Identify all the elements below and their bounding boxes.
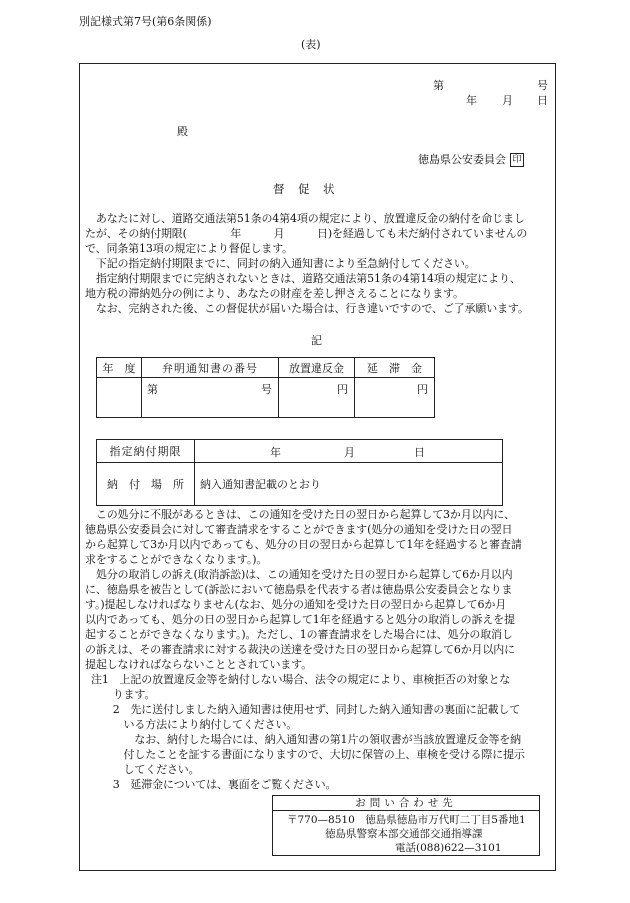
appeal-line: の訴えは、その審査請求に対する裁決の送達を受けた日の翌日から起算して6か月以内に <box>85 643 515 656</box>
contact-department: 徳島県警察本部交通部交通指導課 <box>325 828 483 840</box>
note-line: 注1 上記の放置違反金等を納付しない場合、法令の規定により、車検拒否の対象とな <box>91 673 511 686</box>
body-line: あなたに対し、道路交通法第51条の4第4項の規定により、放置違反金の納付を命じまし <box>85 212 525 225</box>
body-line: 指定納付期限までに完納されないときは、道路交通法第51条の4第14項の規定により、 <box>85 272 521 285</box>
seal-mark: 印 <box>510 153 524 167</box>
contact-header: お問い合わせ先 <box>273 796 539 811</box>
contact-box <box>272 795 540 856</box>
place-value: 納入通知書記載のとおり <box>195 463 503 506</box>
body-line: 地方税の滞納処分の例により、あなたの財産を差し押さえることになります。 <box>85 287 464 300</box>
header-year: 年 度 <box>97 358 142 378</box>
date-month: 月 <box>502 94 513 107</box>
deadline-label: 指定納付期限 <box>97 440 195 463</box>
appeal-line: から起算して3か月以内であっても、処分の日の翌日から起算して1年を経過すると審査請 <box>85 538 522 551</box>
note-line: いる方法により納付してください。 <box>91 718 298 731</box>
deadline-day: 日 <box>414 446 425 459</box>
note-line: 2 先に送付しました納入通知書は使用せず、同封した納入通知書の裏面に記載して <box>91 703 521 716</box>
body-text <box>85 211 529 316</box>
header-notice-number: 弁明通知書の番号 <box>142 358 279 378</box>
appeal-line: 以内であっても、処分の日の翌日から起算して1年を経過すると処分の取消しの訴えを提 <box>85 613 515 626</box>
side-label: (表) <box>301 38 321 51</box>
deadline-month: 月 <box>344 446 355 459</box>
body-line: たが、その納付期限( 年 月 日)を経過しても未だ納付されていませんの <box>85 227 528 240</box>
date-day: 日 <box>537 94 548 107</box>
appeal-line: す。)提起しなければなりません(なお、処分の通知を受けた日の翌日から起算して6か月 <box>85 598 507 611</box>
notes <box>91 672 525 792</box>
issuer <box>418 152 524 167</box>
cell-fine: 円 <box>279 378 355 418</box>
note-line: してください。 <box>91 763 200 776</box>
notice-number-prefix: 第 <box>147 383 158 396</box>
ki-label: 記 <box>311 334 322 347</box>
note-line: ります。 <box>91 688 156 701</box>
note-line: 3 延滞金については、裏面をご覧ください。 <box>91 778 337 791</box>
cell-year <box>97 378 142 418</box>
document-title: 督 促 状 <box>273 182 336 196</box>
form-label: 別記様式第7号(第6条関係) <box>79 15 212 28</box>
appeal-line: 処分の取消しの訴え(取消訴訟)は、この通知を受けた日の翌日から起算して6か月以内 <box>85 568 513 581</box>
addressee-suffix: 殿 <box>177 125 188 138</box>
cell-late-fee: 円 <box>355 378 435 418</box>
payment-table <box>96 357 435 418</box>
deadline-value <box>195 440 503 463</box>
appeal-line: に、徳島県を被告として(訴訟において徳島県を代表する者は徳島県公安委員会となりま <box>85 583 513 596</box>
body-line: なお、完納された後、この督促状が届いた場合は、行き違いですので、ご了承願います。 <box>85 302 529 315</box>
appeal-text <box>85 507 522 672</box>
contact-phone: 電話(088)622—3101 <box>395 842 502 854</box>
deadline-year: 年 <box>270 446 281 459</box>
date-year: 年 <box>466 94 477 107</box>
appeal-line: 提起しなければならないこととされています。 <box>85 658 312 671</box>
doc-number-suffix: 号 <box>537 79 548 92</box>
note-line: 付したことを証する書面になりますので、大切に保管の上、車検を受ける際に提示 <box>91 748 525 761</box>
note-line: なお、納付した場合には、納入通知書の第1片の領収書が当該放置違反金等を納 <box>91 733 521 746</box>
contact-address: 〒770—8510 徳島県徳島市万代町二丁目5番地1 <box>287 814 526 826</box>
notice-number-suffix: 号 <box>261 383 272 396</box>
appeal-line: この処分に不服があるときは、この通知を受けた日の翌日から起算して3か月以内に、 <box>85 508 515 521</box>
body-line: で、同条第13項の規定により督促します。 <box>85 242 293 255</box>
issuer-name: 徳島県公安委員会 <box>418 153 506 166</box>
appeal-line: 起することができなくなります。)。ただし、1の審査請求をした場合には、処分の取消し <box>85 628 513 641</box>
place-label: 納 付 場 所 <box>97 463 195 506</box>
cell-notice-number <box>142 378 279 418</box>
deadline-table <box>96 439 503 506</box>
body-line: 下記の指定納付期限までに、同封の納入通知書により至急納付してください。 <box>85 257 476 270</box>
header-late-fee: 延 滞 金 <box>355 358 435 378</box>
appeal-line: 徳島県公安委員会に対して審査請求をすることができます(処分の通知を受けた日の翌日 <box>85 523 513 536</box>
doc-number-prefix: 第 <box>433 79 444 92</box>
appeal-line: 求をすることができなくなります。)。 <box>85 553 268 566</box>
header-fine: 放置違反金 <box>279 358 355 378</box>
